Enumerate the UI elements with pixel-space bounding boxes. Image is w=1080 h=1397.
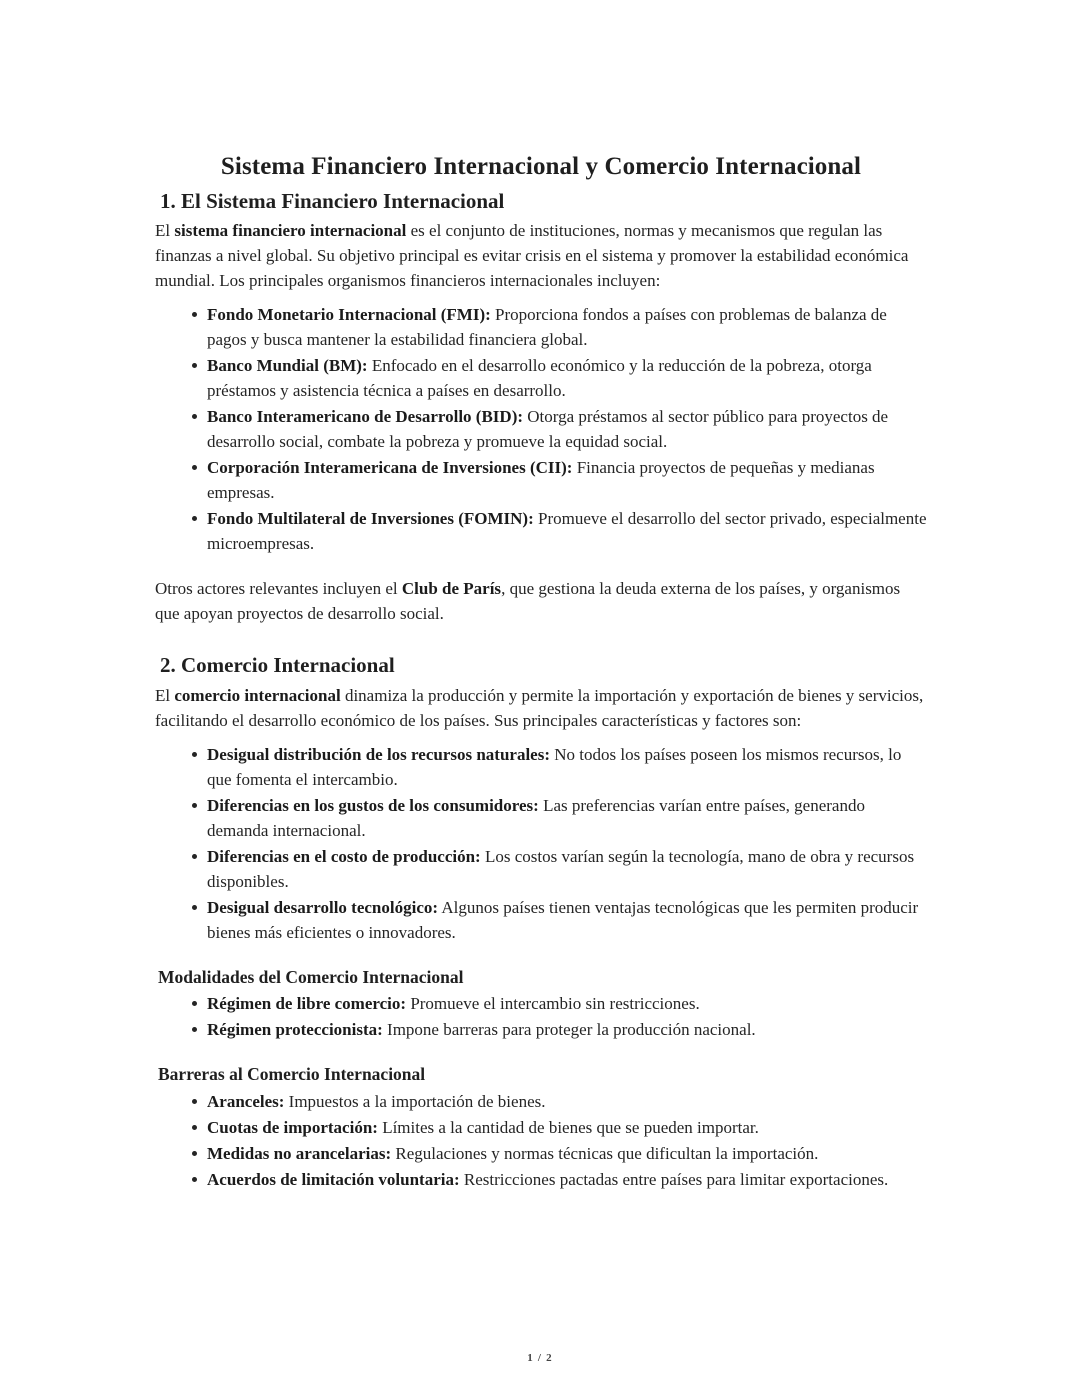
subheading-modalidades: Modalidades del Comercio Internacional — [158, 966, 464, 987]
list-item — [155, 1017, 927, 1042]
list-item — [155, 404, 927, 454]
list-item-term: Acuerdos de limitación voluntaria: — [207, 1170, 460, 1189]
page-title: Sistema Financiero Internacional y Comercio Internacional — [220, 153, 862, 180]
list-item-text: Impone barreras para proteger la producción nacional. — [382, 1020, 756, 1040]
section-heading-comercio-internacional: 2. Comercio Internacional — [160, 653, 395, 678]
list-item-text: Enfocado en el desarrollo económico y la reducción de la pobreza, otorga préstamos y asistencia técnica a países en desarrollo. — [207, 356, 872, 401]
list-item-term: Cuotas de importación: — [207, 1118, 378, 1137]
list-item-text: Promueve el desarrollo del sector privado, especialmente microempresas. — [207, 509, 927, 554]
intro-rest: es el conjunto de instituciones, normas y mecanismos que regulan las finanzas a nivel global. Su objetivo principal es evitar crisis en el sistema y promover la estabilidad económica mundial. Los principales organismos financieros internacionales incluyen: — [155, 221, 909, 291]
closing-rest: , que gestiona la deuda externa de los países, y organismos que apoyan proyectos de desarrollo social. — [155, 579, 901, 624]
list-item-text: Promueve el intercambio sin restricciones. — [406, 994, 700, 1014]
closing-term: Club de París — [401, 579, 502, 599]
section2-intro-paragraph — [155, 683, 927, 733]
list-item — [155, 742, 927, 792]
list-item-term: Corporación Interamericana de Inversiones (CII): — [207, 458, 573, 478]
closing-lead: Otros actores relevantes incluyen el — [155, 579, 402, 599]
page-number-footer: 1 / 2 — [527, 1352, 553, 1364]
list-item-text: Restricciones pactadas entre países para limitar exportaciones. — [459, 1170, 889, 1189]
intro-term: comercio internacional — [174, 685, 341, 705]
list-item-term: Aranceles: — [207, 1092, 285, 1111]
barreras-list — [155, 1089, 927, 1192]
list-item — [155, 991, 927, 1016]
section1-intro-paragraph — [155, 218, 927, 293]
subheading-barreras: Barreras al Comercio Internacional — [158, 1064, 426, 1085]
list-item — [155, 1089, 927, 1114]
organisms-list — [155, 302, 927, 556]
list-item-term: Diferencias en los gustos de los consumidores: — [207, 795, 539, 815]
list-item-term: Banco Interamericano de Desarrollo (BID): — [207, 407, 524, 427]
list-item-term: Diferencias en el costo de producción: — [207, 846, 481, 866]
section-heading-sistema-financiero: 1. El Sistema Financiero Internacional — [160, 189, 505, 213]
list-item — [155, 1167, 927, 1192]
intro-term: sistema financiero internacional — [174, 221, 407, 241]
list-item-text: Proporciona fondos a países con problemas de balanza de pagos y busca mantener la estabilidad financiera global. — [207, 305, 887, 350]
list-item-text: Algunos países tienen ventajas tecnológicas que les permiten producir bienes más eficientes o innovadores. — [207, 897, 919, 942]
list-item — [155, 455, 927, 505]
list-item-text: Financia proyectos de pequeñas y medianas empresas. — [207, 458, 875, 503]
factors-list — [155, 742, 927, 945]
list-item-text: Límites a la cantidad de bienes que se pueden importar. — [377, 1118, 759, 1137]
list-item-term: Fondo Multilateral de Inversiones (FOMIN): — [207, 509, 534, 529]
list-item-text: Regulaciones y normas técnicas que dificultan la importación. — [391, 1144, 819, 1163]
list-item-term: Fondo Monetario Internacional (FMI): — [207, 305, 491, 325]
intro-rest: dinamiza la producción y permite la importación y exportación de bienes y servicios, facilitando el desarrollo económico de los países. Sus principales características y factores son: — [155, 685, 924, 730]
list-item-term: Régimen proteccionista: — [207, 1020, 383, 1040]
list-item-term: Desigual desarrollo tecnológico: — [207, 897, 439, 917]
list-item — [155, 506, 927, 556]
list-item — [155, 844, 927, 894]
list-item — [155, 302, 927, 352]
list-item-text: Impuestos a la importación de bienes. — [284, 1092, 546, 1111]
list-item — [155, 1115, 927, 1140]
document-content — [155, 152, 927, 1193]
list-item — [155, 353, 927, 403]
list-item-term: Banco Mundial (BM): — [207, 356, 368, 376]
list-item — [155, 1141, 927, 1166]
list-item-text: Otorga préstamos al sector público para proyectos de desarrollo social, combate la pobreza y promueve la equidad social. — [207, 407, 889, 452]
intro-lead: El — [155, 685, 175, 705]
list-item-term: Medidas no arancelarias: — [207, 1144, 392, 1163]
list-item-text: No todos los países poseen los mismos recursos, lo que fomenta el intercambio. — [207, 744, 902, 789]
modalidades-list — [155, 991, 927, 1042]
list-item-term: Régimen de libre comercio: — [207, 994, 407, 1014]
list-item — [155, 895, 927, 945]
list-item-text: Las preferencias varían entre países, generando demanda internacional. — [207, 795, 865, 840]
list-item-term: Desigual distribución de los recursos naturales: — [207, 744, 551, 764]
section1-closing-paragraph — [155, 576, 927, 626]
list-item — [155, 793, 927, 843]
intro-lead: El — [155, 221, 175, 241]
list-item-text: Los costos varían según la tecnología, mano de obra y recursos disponibles. — [207, 846, 915, 891]
